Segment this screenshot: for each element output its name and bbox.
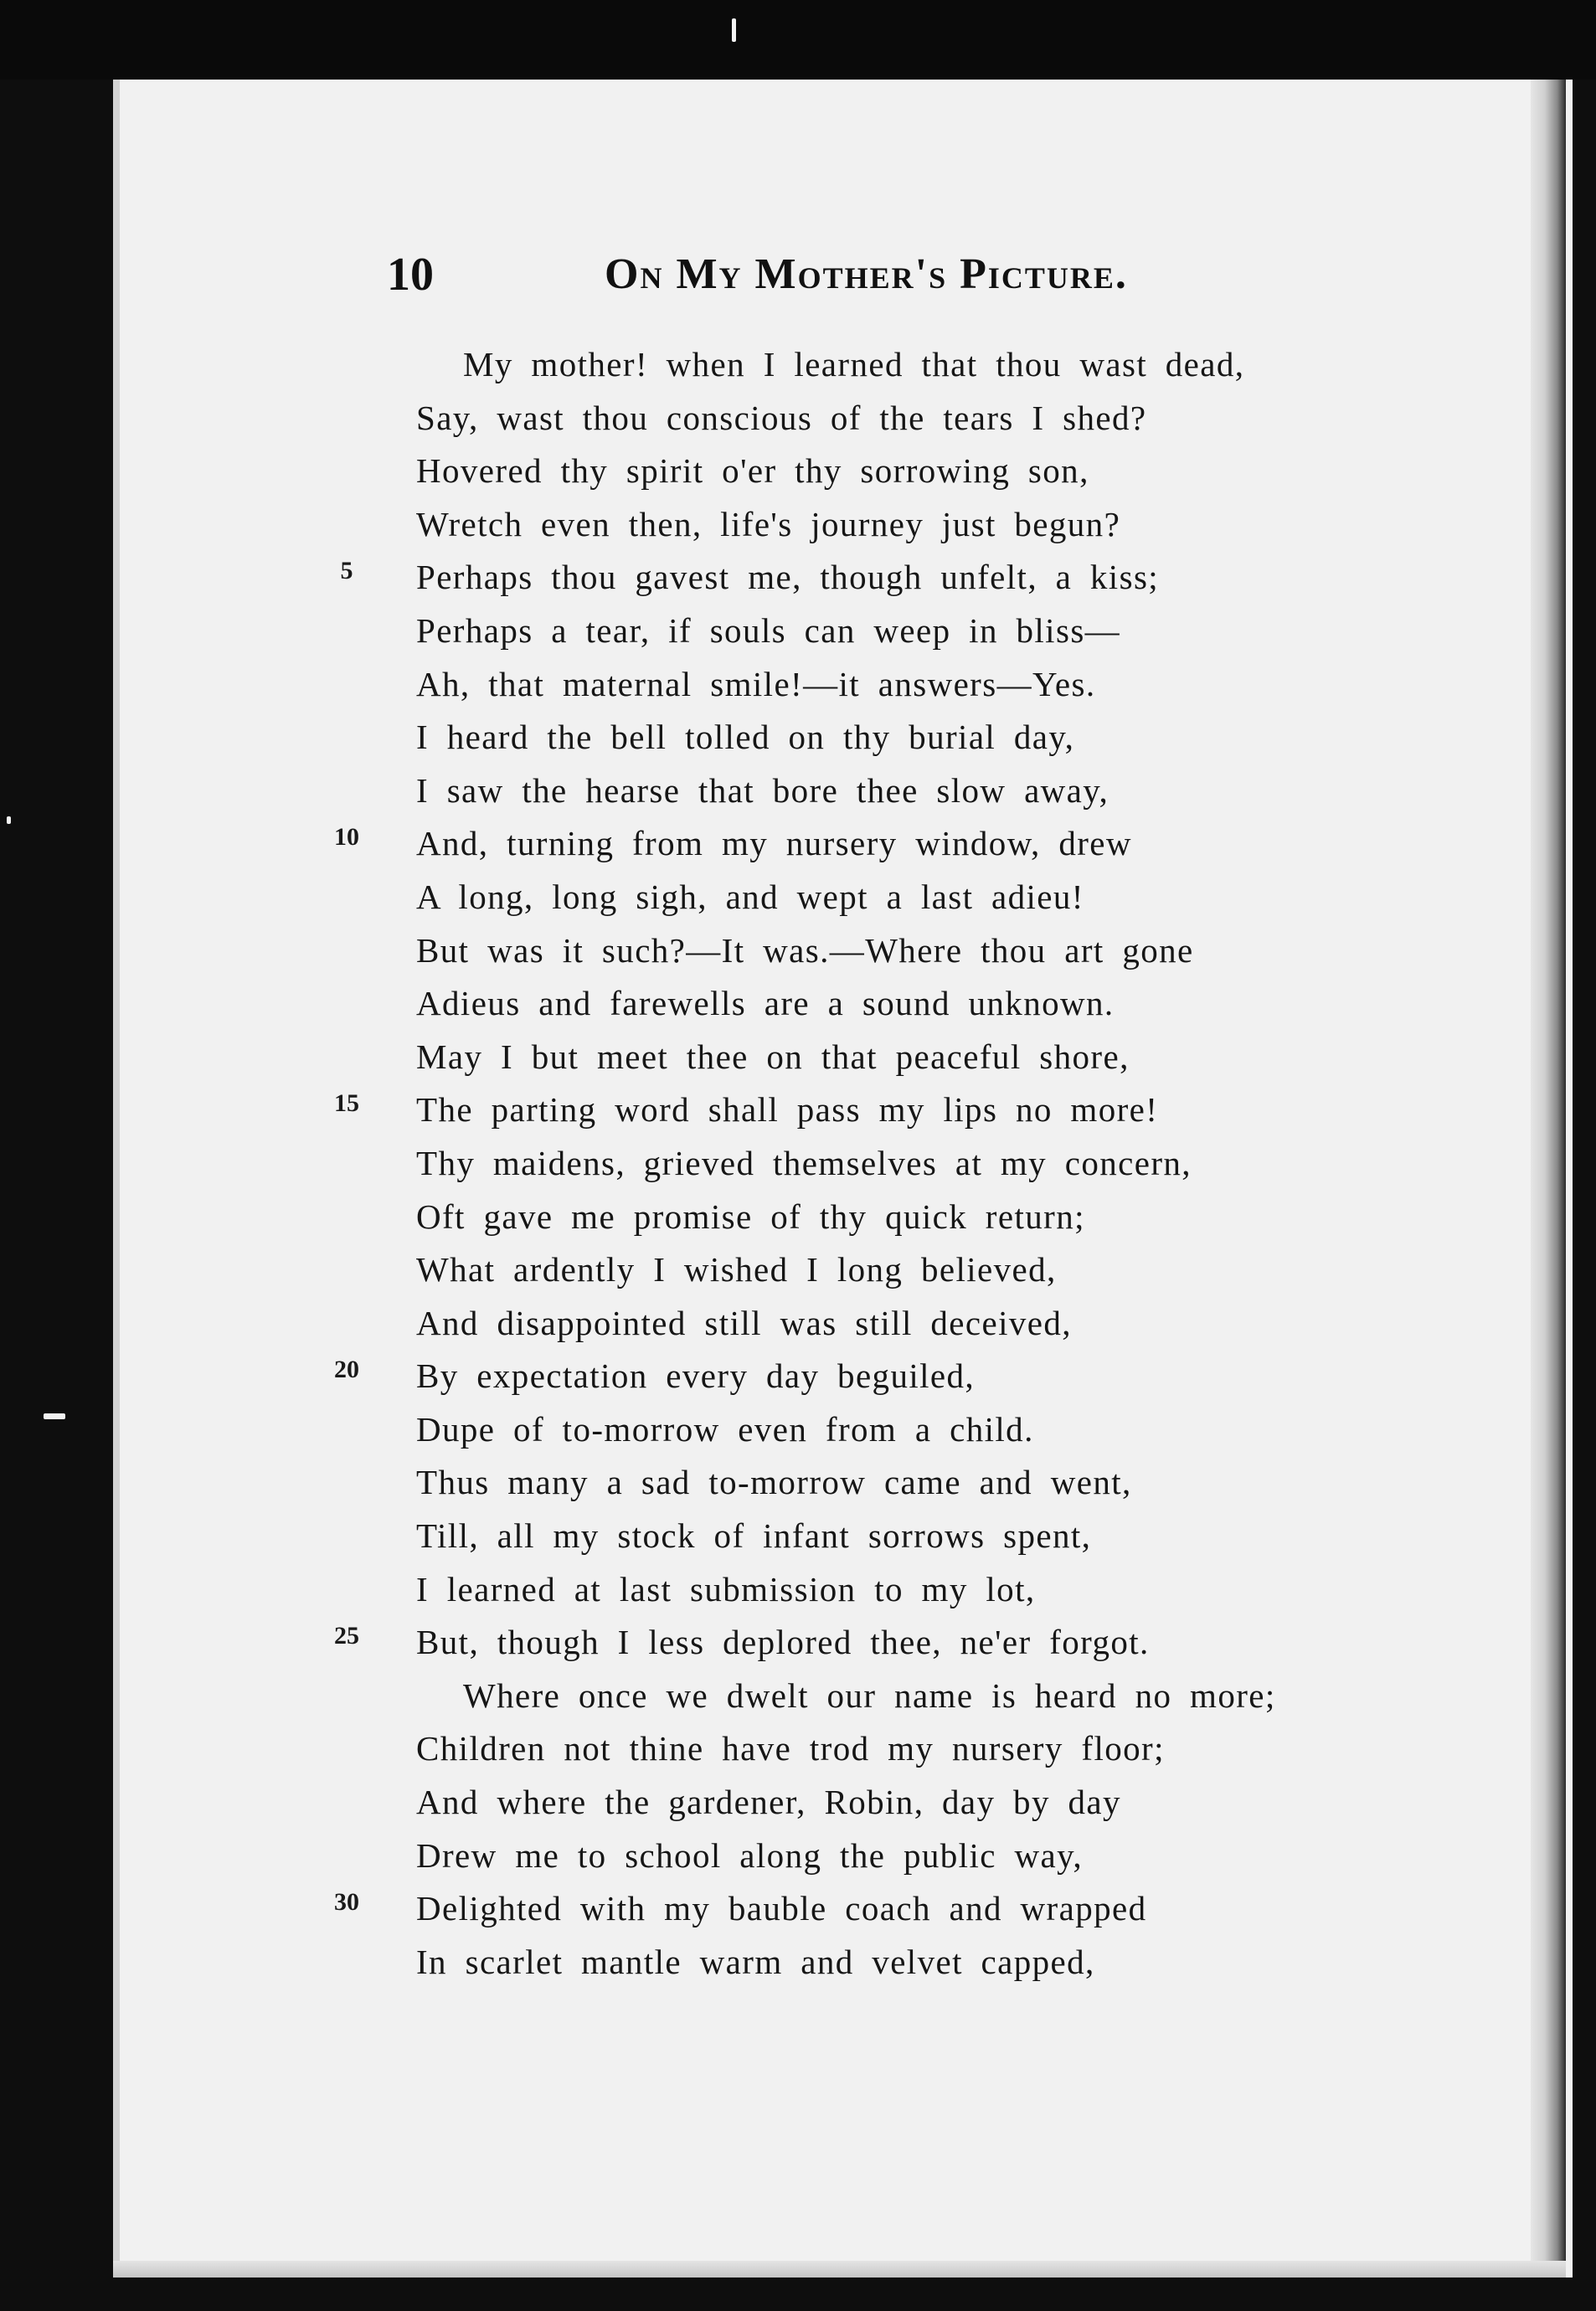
line-text: Thus many a sad to-morrow came and went, bbox=[416, 1463, 1132, 1502]
poem-line bbox=[0, 1138, 1596, 1192]
line-number: 25 bbox=[334, 1622, 359, 1650]
line-text: Perhaps thou gavest me, though unfelt, a kiss; bbox=[416, 558, 1160, 597]
line-text: Perhaps a tear, if souls can weep in bliss— bbox=[416, 610, 1121, 650]
poem-line bbox=[0, 818, 1596, 872]
poem-line bbox=[0, 1777, 1596, 1830]
line-text: Ah, that maternal smile!—it answers—Yes. bbox=[416, 664, 1096, 703]
line-number: 10 bbox=[334, 823, 359, 852]
line-text: Say, wast thou conscious of the tears I shed? bbox=[416, 398, 1147, 437]
poem-line bbox=[0, 1883, 1596, 1937]
poem-line bbox=[0, 1298, 1596, 1351]
line-text: Children not thine have trod my nursery floor; bbox=[416, 1729, 1165, 1768]
line-text: And, turning from my nursery window, drew bbox=[416, 824, 1132, 863]
poem-line bbox=[0, 659, 1596, 713]
running-title: On My Mother's Picture. bbox=[605, 250, 1128, 298]
line-text: But was it such?—It was.—Where thou art gone bbox=[416, 930, 1194, 970]
line-number: 5 bbox=[340, 557, 353, 585]
line-number: 30 bbox=[334, 1888, 359, 1917]
line-text: Where once we dwelt our name is heard no more; bbox=[463, 1675, 1276, 1715]
poem-line bbox=[0, 1830, 1596, 1884]
line-text: Wretch even then, life's journey just begun? bbox=[416, 504, 1121, 543]
poem-line bbox=[0, 872, 1596, 925]
line-text: May I but meet thee on that peaceful shore, bbox=[416, 1037, 1130, 1076]
line-text: And where the gardener, Robin, day by day bbox=[416, 1783, 1121, 1822]
poem-line bbox=[0, 1937, 1596, 1990]
poem-line bbox=[0, 552, 1596, 605]
poem-line bbox=[0, 393, 1596, 446]
scan-speck bbox=[732, 18, 736, 42]
line-text: My mother! when I learned that thou wast dead, bbox=[463, 345, 1245, 383]
line-text: Delighted with my bauble coach and wrapped bbox=[416, 1889, 1147, 1928]
poem-line bbox=[0, 1670, 1596, 1724]
poem-line bbox=[0, 712, 1596, 765]
page-header bbox=[0, 244, 1596, 311]
poem-line bbox=[0, 1244, 1596, 1298]
line-text: Hovered thy spirit o'er thy sorrowing son, bbox=[416, 451, 1089, 491]
line-text: Adieus and farewells are a sound unknown. bbox=[416, 984, 1115, 1023]
line-text: Till, all my stock of infant sorrows spent, bbox=[416, 1516, 1092, 1556]
poem-line bbox=[0, 765, 1596, 819]
poem-line bbox=[0, 978, 1596, 1032]
poem-line bbox=[0, 605, 1596, 659]
page-bottom-edge bbox=[113, 2261, 1566, 2278]
poem-line bbox=[0, 499, 1596, 553]
poem-body bbox=[0, 339, 1596, 1989]
line-number: 20 bbox=[334, 1356, 359, 1384]
line-text: I saw the hearse that bore thee slow away, bbox=[416, 770, 1109, 810]
scan-top-border bbox=[0, 0, 1596, 80]
poem-line bbox=[0, 1192, 1596, 1245]
poem-line bbox=[0, 1511, 1596, 1564]
line-text: I heard the bell tolled on thy burial day, bbox=[416, 718, 1075, 757]
poem-line bbox=[0, 1564, 1596, 1618]
line-text: By expectation every day beguiled, bbox=[416, 1356, 976, 1396]
poem-line bbox=[0, 1084, 1596, 1138]
poem-line bbox=[0, 1032, 1596, 1085]
poem-line bbox=[0, 1723, 1596, 1777]
poem-line bbox=[0, 1617, 1596, 1670]
line-text: What ardently I wished I long believed, bbox=[416, 1250, 1057, 1289]
line-text: The parting word shall pass my lips no more! bbox=[416, 1090, 1159, 1130]
line-number: 15 bbox=[334, 1089, 359, 1118]
line-text: Drew me to school along the public way, bbox=[416, 1835, 1083, 1875]
poem-line bbox=[0, 1457, 1596, 1511]
page-number: 10 bbox=[387, 249, 434, 301]
poem-line bbox=[0, 1404, 1596, 1458]
poem-line bbox=[0, 445, 1596, 499]
line-text: A long, long sigh, and wept a last adieu! bbox=[416, 877, 1084, 916]
line-text: In scarlet mantle warm and velvet capped, bbox=[416, 1942, 1095, 1981]
line-text: Thy maidens, grieved themselves at my concern, bbox=[416, 1143, 1192, 1182]
line-text: But, though I less deplored thee, ne'er forgot. bbox=[416, 1623, 1150, 1662]
line-text: Dupe of to-morrow even from a child. bbox=[416, 1409, 1034, 1449]
line-text: And disappointed still was still deceived, bbox=[416, 1303, 1072, 1342]
line-text: I learned at last submission to my lot, bbox=[416, 1569, 1036, 1608]
line-text: Oft gave me promise of thy quick return; bbox=[416, 1197, 1085, 1236]
poem-line bbox=[0, 925, 1596, 979]
poem-line bbox=[0, 339, 1596, 393]
poem-line bbox=[0, 1351, 1596, 1404]
